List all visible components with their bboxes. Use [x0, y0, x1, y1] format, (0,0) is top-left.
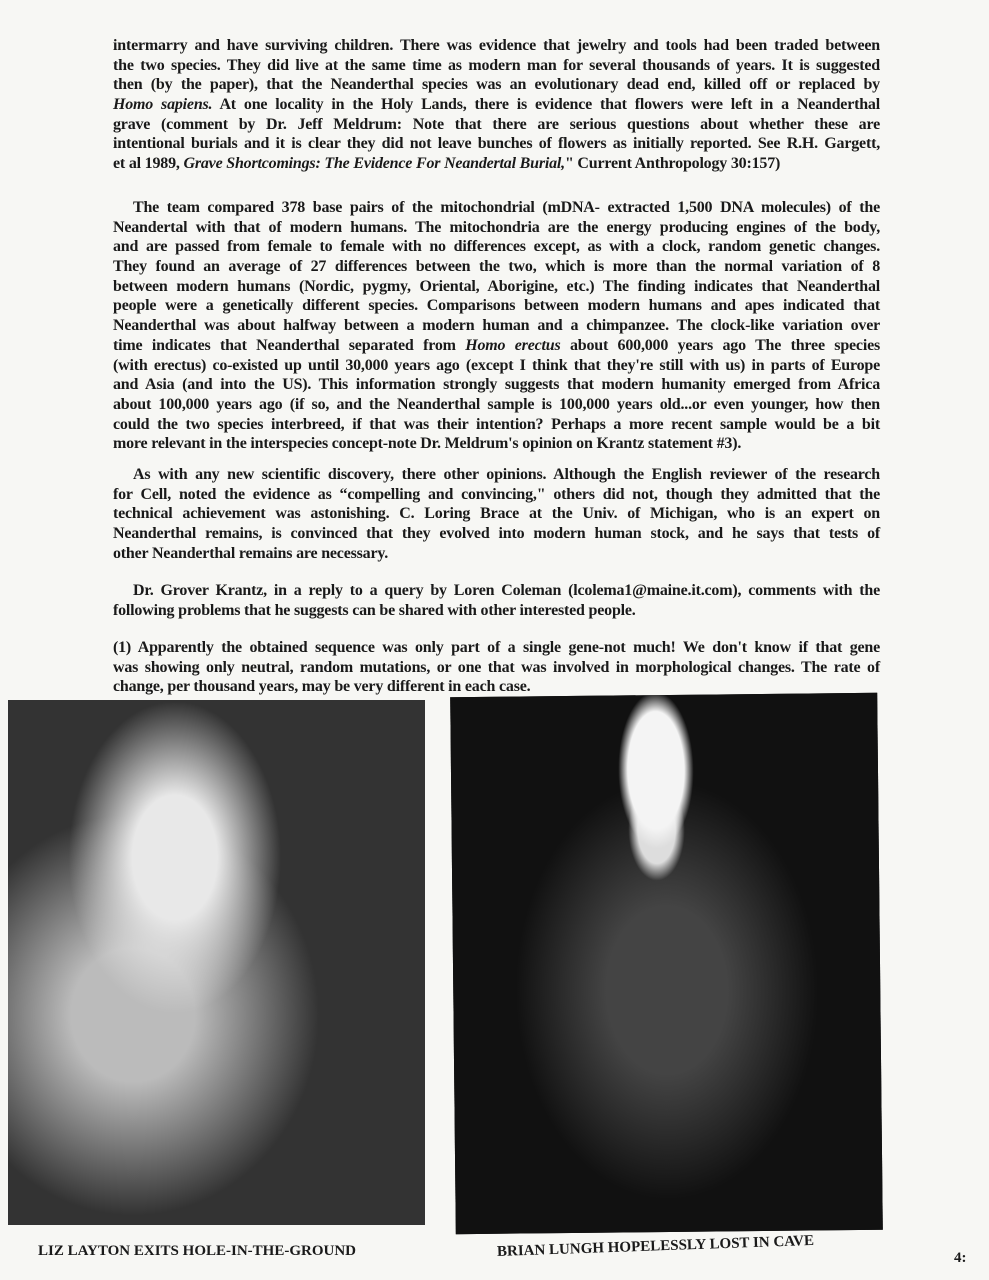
- text-line: the two species. They did live at the same time as modern man for several thousands of years. It is suggested: [113, 56, 880, 74]
- text-line: other Neanderthal remains are necessary.: [113, 544, 389, 562]
- paragraph: [113, 198, 880, 454]
- text-line: and Asia (and into the US). This information strongly suggests that modern humanity emerged from Africa: [113, 376, 880, 394]
- text-line: Dr. Grover Krantz, in a reply to a query by Loren Coleman (lcolema1@maine.it.com), comments with the: [133, 582, 880, 599]
- text-line: then (by the paper), that the Neanderthal species was an evolutionary dead end, killed off or replaced by: [113, 76, 880, 94]
- text-line: for Cell, noted the evidence as “compelling and convincing," others did not, though they admitted that the: [113, 485, 880, 503]
- paragraph: [113, 36, 880, 174]
- paragraph: [113, 638, 880, 697]
- text-line: and are passed from female to female with no differences except, as with a clock, random genetic changes.: [113, 238, 880, 256]
- text-line: change, per thousand years, may be very different in each case.: [113, 678, 531, 696]
- text-line: (with erectus) co-existed up until 30,000 years ago (except I think that they're still with us) in parts of Europe: [113, 356, 880, 374]
- text-line: following problems that he suggests can be shared with other interested people.: [113, 601, 636, 619]
- text-line: They found an average of 27 differences between the two, which is more than the normal variation of 8: [113, 258, 880, 276]
- photo-liz-layton-cave-exit: [8, 700, 425, 1225]
- text-line: As with any new scientific discovery, there other opinions. Although the English reviewer of the research: [133, 466, 880, 483]
- text-line: intermarry and have surviving children. There was evidence that jewelry and tools had been traded between: [113, 37, 880, 54]
- text-line: time indicates that Neanderthal separated from Homo erectus about 600,000 years ago The three species: [113, 336, 881, 354]
- text-line: between modern humans (Nordic, pygmy, Oriental, Aborigine, etc.) The finding indicates that Neanderthal: [113, 277, 880, 295]
- text-line: Neandertal with that of modern humans. The mitochondria are the energy producing engines of the body,: [113, 218, 880, 236]
- photo-caption-right: BRIAN LUNGH HOPELESSLY LOST IN CAVE: [496, 1232, 815, 1260]
- text-line: et al 1989, Grave Shortcomings: The Evidence For Neandertal Burial," Current Anthropology 30:157): [113, 155, 781, 173]
- text-line: The team compared 378 base pairs of the mitochondrial (mDNA- extracted 1,500 DNA molecules) of the: [133, 199, 880, 216]
- photo-caption-left: LIZ LAYTON EXITS HOLE-IN-THE-GROUND: [38, 1243, 356, 1259]
- page-number: 4:: [954, 1250, 967, 1266]
- text-line: (1) Apparently the obtained sequence was only part of a single gene-not much! We don't know if that gene: [113, 639, 880, 656]
- text-line: could the two species interbreed, if that was their intention? Perhaps a more recent sample would be a bit: [113, 415, 880, 433]
- paragraph: [113, 465, 880, 563]
- text-line: Neanderthal remains, is convinced that they evolved into modern human stock, and he says that tests of: [113, 525, 880, 543]
- text-line: more relevant in the interspecies concept-note Dr. Meldrum's opinion on Krantz statement #3).: [113, 435, 742, 453]
- text-line: intentional burials and it is clear they did not leave bunches of flowers as initially reported. See R.H. Gargett,: [113, 135, 880, 153]
- text-line: people were a genetically different species. Comparisons between modern humans and apes indicated that: [113, 297, 880, 315]
- text-line: Homo sapiens. At one locality in the Holy Lands, there is evidence that flowers were left in a Neanderthal: [113, 96, 880, 114]
- text-line: was showing only neutral, random mutations, or one that was involved in morphological changes. The rate of: [113, 658, 880, 676]
- text-line: grave (comment by Dr. Jeff Meldrum: Note that there are serious questions about whether these are: [113, 115, 880, 133]
- photo-brian-lungh-in-cave: [450, 693, 883, 1234]
- text-line: technical achievement was astonishing. C. Loring Brace at the Univ. of Michigan, who is an expert on: [113, 505, 880, 523]
- text-line: Neanderthal was about halfway between a modern human and a chimpanzee. The clock-like variation over: [113, 317, 880, 335]
- text-line: about 100,000 years ago (if so, and the Neanderthal sample is 100,000 years old...or even younger, how then: [113, 395, 880, 413]
- paragraph: [113, 581, 880, 620]
